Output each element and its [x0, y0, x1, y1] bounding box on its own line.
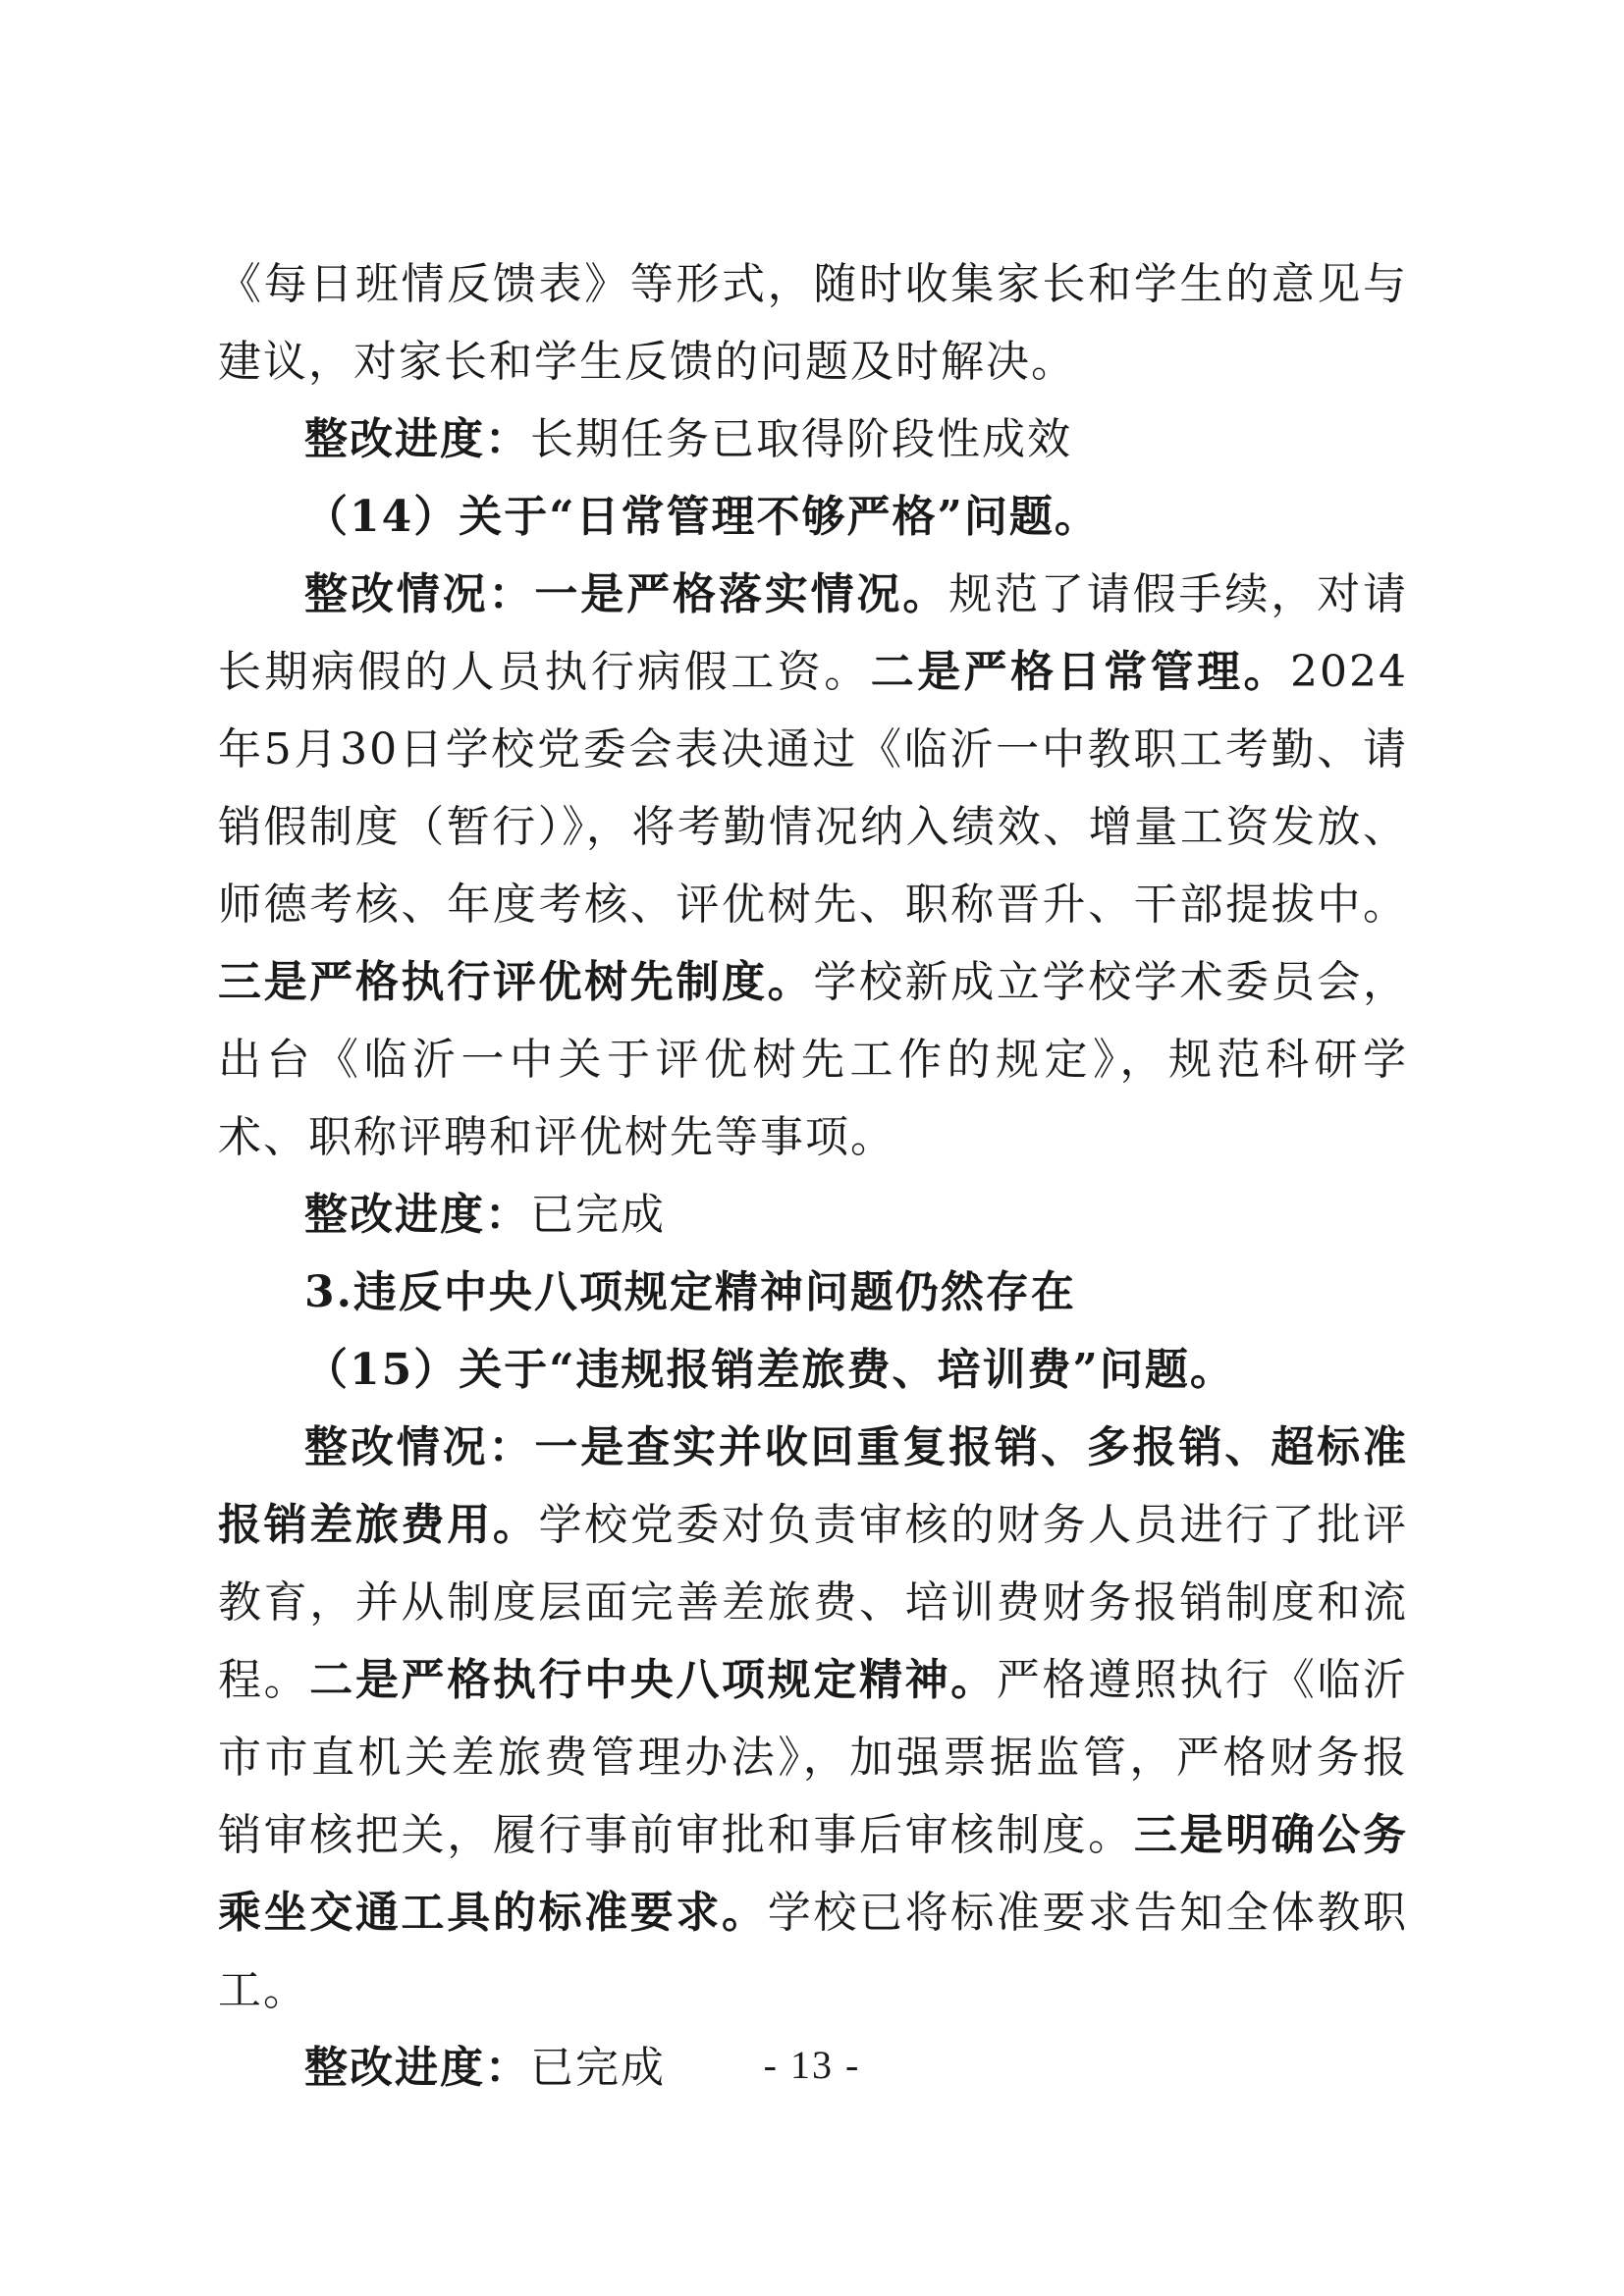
- paragraph-rectification-14: [218, 556, 1408, 1176]
- progress-label: 整改进度：: [304, 1190, 530, 1240]
- rectification-label: 整改情况：: [304, 1422, 535, 1472]
- paragraph-rectification-15: [218, 1409, 1408, 2029]
- paragraph-progress-14: [218, 1176, 1408, 1254]
- point-two-text: 严格遵照执行《临沂市市直机关差旅费管理办法》，加强票据监管，严格财务报销审核把关，履行事前审批和事后审核制度。: [218, 1655, 1409, 1860]
- point-three-text: 学校已将标准要求告知全体教职工。: [218, 1888, 1409, 2015]
- rectification-label: 整改情况：: [304, 569, 535, 619]
- point-three-text: 学校新成立学校学术委员会，出台《临沂一中关于评优树先工作的规定》，规范科研学术、职称评聘和评优树先等事项。: [218, 957, 1409, 1162]
- point-one-heading: 一是查实并收回重复报销、多报销、超标准报销差旅费用。: [218, 1422, 1409, 1550]
- point-three-heading: 三是严格执行评优树先制度。: [218, 957, 814, 1007]
- progress-text: 已完成: [530, 2043, 666, 2093]
- point-one-text: 学校党委对负责审核的财务人员进行了批评教育，并从制度层面完善差旅费、培训费财务报销制度和流程。: [218, 1500, 1409, 1705]
- progress-text: 长期任务已取得阶段性成效: [530, 414, 1072, 464]
- point-two-heading: 二是严格执行中央八项规定精神。: [309, 1655, 997, 1705]
- point-two-text: 2024年5月30日学校党委会表决通过《临沂一中教职工考勤、请销假制度（暂行）》，将考勤情况纳入绩效、增量工资发放、师德考核、年度考核、评优树先、职称晋升、干部提拔中。: [218, 647, 1409, 930]
- progress-label: 整改进度：: [304, 414, 530, 464]
- point-three-heading: 三是明确公务乘坐交通工具的标准要求。: [218, 1810, 1409, 1938]
- progress-text: 已完成: [530, 1190, 666, 1240]
- page-number: - 13 -: [763, 2043, 861, 2087]
- point-two-heading: 二是严格日常管理。: [870, 647, 1291, 697]
- section-heading-14: （14）关于“日常管理不够严格”问题。: [304, 492, 1100, 542]
- paragraph-progress-14-prev: [218, 400, 1408, 478]
- point-one-text: 规范了请假手续，对请长期病假的人员执行病假工资。: [218, 569, 1409, 697]
- point-one-heading: 一是严格落实情况。: [534, 569, 949, 619]
- paragraph-feedback-form: 《每日班情反馈表》等形式，随时收集家长和学生的意见与建议，对家长和学生反馈的问题及时解决。: [218, 259, 1408, 387]
- section-heading-15: （15）关于“违规报销差旅费、培训费”问题。: [304, 1345, 1235, 1395]
- section-heading-3: 3.违反中央八项规定精神问题仍然存在: [304, 1267, 1076, 1317]
- progress-label: 整改进度：: [304, 2043, 530, 2093]
- document-body: [218, 245, 1408, 2107]
